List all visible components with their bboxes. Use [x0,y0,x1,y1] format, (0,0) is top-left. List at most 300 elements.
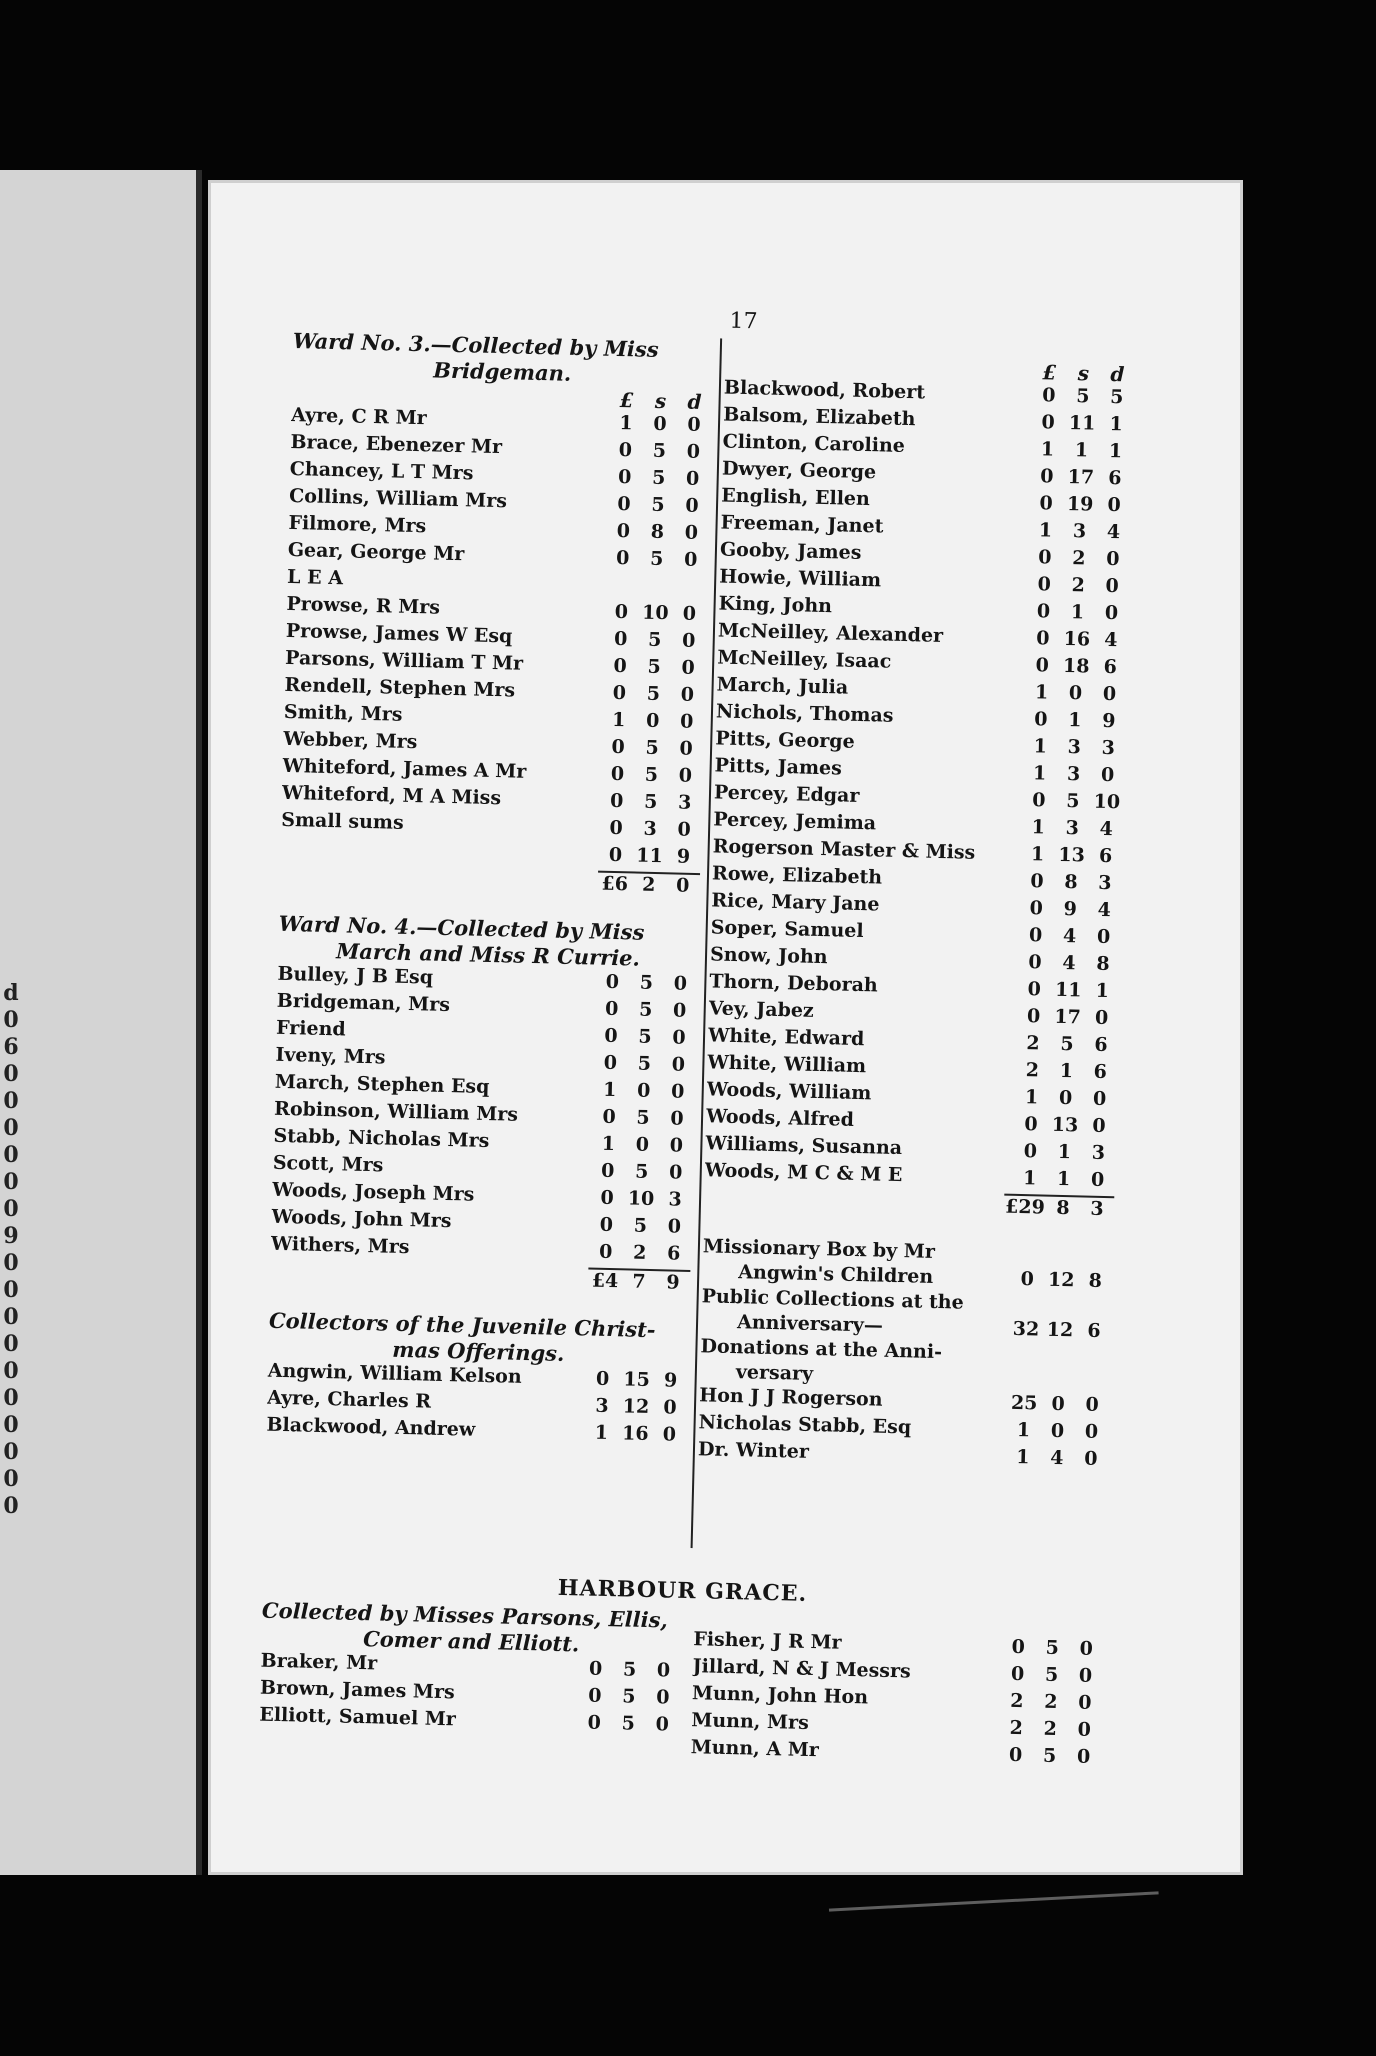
entry-pounds: 0 [595,1367,610,1391]
harbour-left-list [259,1650,681,1741]
shilling-header: s [1077,361,1090,386]
total-pence: 0 [675,874,690,897]
entry-pounds: 0 [1011,1635,1026,1659]
entry-name: Howie, William [719,565,882,592]
entry-shillings: 5 [1066,790,1080,813]
entry-pence: 1 [1108,439,1123,463]
entry-shillings: 5 [633,1214,648,1237]
entry-name: Bridgeman, Mrs [276,989,451,1017]
entry-pence: 0 [683,548,698,571]
entry-shillings: 1 [1059,1059,1074,1083]
missionary-line-1: Missionary Box by Mr [702,1235,936,1263]
entry-shillings: 0 [1050,1419,1065,1443]
juvenile-list [266,1360,688,1451]
entry-name: Parsons, William T Mr [284,646,524,675]
shilling-header: s [654,388,667,414]
entry-pence: 0 [1084,1420,1099,1443]
entry-name: Balsom, Elizabeth [723,403,916,431]
harbour-left [259,1598,682,1741]
entry-shillings: 2 [1044,1690,1058,1714]
entry-shillings: 17 [1054,1005,1082,1029]
entry-pence: 0 [1105,547,1120,571]
entry-pence: 9 [676,845,691,868]
left-page-digit: 0 [3,1277,19,1303]
left-page-digit: d [3,980,19,1006]
entry-pence: 4 [1097,898,1112,922]
entry-shillings: 5 [634,1160,649,1183]
entry-pounds: 0 [613,654,627,678]
left-page-digit-column [0,980,22,1520]
entry-pounds: 2 [1025,1059,1040,1082]
entry-pence: 4 [1099,817,1114,841]
entry-shillings: 10 [641,601,669,625]
entry-name: Rice, Mary Jane [711,889,880,916]
entry-pence: 0 [672,1026,686,1049]
public-pounds: 32 [1012,1317,1040,1341]
entry-shillings: 0 [636,1079,651,1102]
entry-pence: 0 [679,710,694,733]
entry-pounds: 1 [619,411,633,435]
entry-pence: 0 [1078,1664,1093,1687]
entry-pence: 3 [1091,1141,1106,1165]
entry-pounds: 0 [1008,1743,1023,1767]
entry-name: Small sums [280,808,404,834]
entry-shillings: 2 [1071,574,1086,597]
entry-pounds: 0 [605,970,620,994]
entry-shillings: 5 [649,547,664,571]
entry-shillings: 0 [635,1133,650,1156]
entry-pounds: 0 [616,519,631,543]
entry-pounds: 0 [602,1105,616,1129]
entry-shillings: 5 [1042,1744,1057,1768]
entry-name: Percey, Jemima [713,808,877,835]
entry-shillings: 15 [623,1368,651,1392]
public-pence: 6 [1087,1319,1101,1343]
entry-name: Woods, Joseph Mrs [271,1178,475,1206]
entry-pence: 0 [1096,925,1111,949]
entry-name: Collins, William Mrs [288,484,508,513]
entry-pence: 0 [656,1659,671,1682]
entry-shillings: 5 [621,1712,636,1735]
entry-pence: 3 [677,791,692,814]
entry-pounds: 1 [602,1078,617,1102]
entry-shillings: 5 [647,655,661,679]
entry-name: Munn, John Hon [691,1682,869,1709]
entry-name: Brace, Ebenezer Mr [290,430,503,459]
ward3-title-2: Bridgeman. [433,357,572,386]
entry-shillings: 5 [639,971,654,994]
entry-shillings: 13 [1058,843,1086,867]
entry-shillings: 1 [1074,439,1089,462]
entry-pounds: 0 [604,1024,618,1048]
entry-pence: 0 [680,683,695,706]
entry-pounds: 0 [600,1159,615,1183]
entry-name: Prowse, R Mrs [286,592,441,619]
pence-header: d [1110,361,1125,387]
entry-name: Ayre, Charles R [266,1386,432,1413]
entry-pence: 8 [1096,952,1110,976]
left-column [266,328,713,1451]
entry-pounds: 0 [1041,384,1056,407]
entry-shillings: 16 [621,1422,649,1445]
total-pounds: £6 [601,872,629,896]
entry-pence: 0 [1092,1087,1107,1111]
entry-pence: 0 [685,494,699,517]
entry-shillings: 5 [638,998,653,1021]
entry-pounds: 0 [604,997,619,1021]
entry-shillings: 1 [1068,709,1082,732]
entry-pounds: 0 [1039,465,1054,488]
entry-pence: 1 [1109,412,1124,436]
total-shillings: 7 [632,1270,646,1293]
pound-header: £ [619,387,634,413]
entry-pence: 0 [677,818,692,841]
entry-name: Smith, Mrs [283,700,403,726]
entry-name: White, William [707,1051,867,1078]
entry-pence: 0 [656,1686,670,1709]
entry-shillings: 5 [1045,1636,1060,1660]
public-line-2: Anniversary— [736,1311,884,1337]
entry-pounds: 0 [1027,978,1042,1001]
left-page-digit: 0 [3,1007,19,1033]
entry-name: Dwyer, George [721,457,877,484]
entry-pence: 0 [1077,1718,1092,1741]
entry-name: Blackwood, Andrew [266,1413,476,1441]
total-pence: 9 [666,1271,680,1294]
entry-pence: 0 [1078,1691,1092,1714]
entry-pence: 0 [1083,1447,1098,1470]
entry-shillings: 5 [637,1052,652,1075]
entry-name: Dr. Winter [697,1438,810,1463]
juvenile-title: Collectors of the Juvenile Christ- [268,1307,656,1343]
total-shillings: 2 [641,873,656,897]
entry-shillings: 1 [1056,1167,1071,1191]
entry-pounds: 1 [1031,816,1046,839]
entry-pounds: 0 [1023,1140,1038,1163]
entry-pence: 0 [655,1713,670,1736]
entry-shillings: 5 [644,763,659,787]
juvenile-title-2: mas Offerings. [391,1336,565,1366]
entry-pounds: 0 [598,1240,613,1264]
entry-pounds: 0 [617,492,631,516]
entry-shillings: 5 [638,1025,652,1048]
entry-pence: 0 [1094,1006,1109,1030]
entry-name: English, Ellen [721,484,871,511]
entry-pounds: 0 [1036,627,1050,650]
entry-pounds: 1 [1040,438,1055,461]
entry-pence: 0 [681,629,696,652]
entry-name: White, Edward [707,1024,865,1051]
entry-pence: 0 [667,1215,682,1238]
entry-name: Gooby, James [719,538,862,564]
entry-pence: 0 [1107,493,1122,517]
pencil-mark [827,1861,1158,1911]
entry-name: Woods, John Mrs [271,1205,452,1233]
total-shillings: 8 [1056,1196,1070,1220]
entry-shillings: 1 [1070,601,1085,624]
left-page-edge [0,170,202,1875]
entry-name: Percey, Edgar [713,781,860,807]
entry-pounds: 0 [1037,573,1052,596]
entry-name: L E A [286,565,344,590]
left-page-digit: 0 [3,1304,19,1330]
entry-name: Munn, Mrs [691,1709,810,1734]
entry-pounds: 0 [1032,789,1046,812]
entry-pence: 3 [668,1188,682,1211]
entry-pounds: 0 [1024,1113,1038,1136]
left-page-digit: 0 [3,1385,19,1411]
entry-shillings: 5 [647,628,662,652]
entry-pounds: 0 [1034,708,1048,731]
entry-pence: 6 [1103,655,1118,679]
entry-shillings: 0 [653,412,667,436]
entry-shillings: 5 [622,1658,637,1681]
entry-name: Chancey, L T Mrs [289,457,474,485]
entry-pence: 1 [1095,979,1110,1003]
entry-pounds: 0 [618,438,633,462]
entry-name: Woods, Alfred [705,1105,855,1131]
entry-pence: 0 [671,1053,686,1076]
entry-pounds: 0 [608,843,623,867]
entry-pounds: 1 [1030,843,1045,866]
entry-name [280,853,598,861]
entry-pounds: 0 [1035,654,1050,677]
entry-name: Braker, Mr [260,1649,378,1675]
ward3-list [280,404,711,873]
entry-pounds: 3 [595,1394,609,1418]
entry-pounds: 1 [1033,735,1048,758]
entry-shillings: 11 [1054,978,1082,1002]
left-page-digit: 0 [3,1088,19,1114]
entry-pounds: 0 [615,546,630,570]
entry-name: Vey, Jabez [708,997,815,1022]
entry-pounds: 0 [599,1213,614,1237]
left-page-digit: 0 [3,1493,19,1519]
entry-name: Pitts, James [714,754,843,780]
entry-pence: 0 [687,413,701,436]
entry-pounds: 0 [588,1684,602,1707]
entry-pounds: 1 [1034,681,1049,704]
left-page-digit: 0 [3,1331,19,1357]
entry-pounds: 0 [1029,897,1044,920]
entry-shillings: 8 [650,520,665,544]
entry-shillings: 4 [1062,951,1076,975]
harbour-collectors-title: Collected by Misses Parsons, Ellis, [261,1597,669,1633]
entry-name: March, Stephen Esq [274,1070,490,1099]
left-page-digit: 0 [3,1115,19,1141]
entry-name: Woods, M C & M E [704,1159,903,1187]
left-page-digit: 0 [3,1358,19,1384]
entry-name: Nicholas Stabb, Esq [698,1411,912,1439]
left-page-digit: 0 [3,1466,19,1492]
entry-pounds: 0 [611,735,626,759]
entry-name: Soper, Samuel [710,916,864,943]
entry-shillings: 3 [1066,763,1081,786]
entry-shillings: 3 [1067,736,1082,759]
entry-pounds: 1 [1024,1086,1039,1109]
entry-shillings: 5 [646,682,661,706]
entry-pounds: 1 [1022,1167,1037,1190]
entry-shillings: 5 [643,790,658,814]
entry-pounds: 1 [611,708,626,732]
entry-shillings: 19 [1066,492,1094,516]
entry-pence [673,592,707,593]
page [208,180,1243,1875]
entry-pence: 0 [684,521,699,544]
entry-name: Webber, Mrs [282,727,418,754]
ward3-title: Ward No. 3.—Collected by Miss [292,327,659,362]
entry-pounds: 0 [600,1186,614,1210]
entry-name: Williams, Susanna [705,1132,903,1160]
entry-name: Rowe, Elizabeth [711,862,883,889]
entry-pence: 0 [1102,682,1117,706]
entry-name: Elliott, Samuel Mr [259,1703,457,1731]
entry-name: Thorn, Deborah [709,970,878,997]
entry-name: Withers, Mrs [270,1232,410,1259]
harbour-grace-heading: HARBOUR GRACE. [557,1574,808,1607]
entry-shillings: 5 [1060,1032,1074,1056]
entry-pence: 0 [1105,574,1120,598]
entry-shillings: 18 [1062,654,1090,678]
entry-pounds: 0 [1028,924,1043,947]
entry-shillings: 8 [1064,870,1078,894]
entry-name: Pitts, George [715,727,855,753]
entry-name: Rendell, Stephen Mrs [284,673,516,702]
entry-shillings: 5 [636,1106,650,1129]
entry-pounds: 0 [609,816,624,840]
donor-list [698,1384,1110,1475]
entry-pounds [605,591,639,592]
total-pounds: £29 [1004,1195,1046,1219]
entry-pence: 9 [663,1369,678,1392]
entry-pence: 0 [1079,1637,1094,1660]
pound-header: £ [1042,360,1057,385]
entry-name: Ayre, C R Mr [290,403,427,430]
entry-shillings: 3 [643,817,658,841]
entry-pence: 0 [670,1080,685,1103]
entry-name: March, Julia [716,673,849,699]
entry-shillings: 9 [1063,897,1078,921]
left-page-digit: 0 [3,1439,19,1465]
entry-shillings: 10 [627,1187,655,1211]
entry-pounds: 0 [1010,1662,1025,1686]
ward3-total [597,871,700,909]
entry-pence: 0 [669,1134,684,1157]
entry-pence: 0 [678,764,693,787]
entry-name: Gear, George Mr [287,538,465,566]
public-line-1: Public Collections at the [701,1285,965,1314]
ward4-title-2: March and Miss R Currie. [335,938,641,971]
entry-pounds: 0 [603,1051,618,1075]
entry-name: Iveny, Mrs [275,1043,386,1069]
entry-pence: 0 [662,1423,677,1446]
entry-pounds: 0 [1030,870,1044,893]
entry-pence: 0 [673,972,688,995]
entry-shillings: 0 [1051,1392,1066,1416]
entry-name: Stabb, Nicholas Mrs [273,1124,490,1153]
entry-pence: 3 [1101,736,1116,760]
page-content [259,298,1134,1768]
left-page-digit: 0 [3,1169,19,1195]
left-page-digit: 6 [3,1034,19,1060]
entry-name: Munn, A Mr [690,1736,820,1762]
entry-pence: 0 [679,737,693,760]
left-page-digit: 0 [3,1196,19,1222]
entry-pounds: 0 [1041,411,1056,434]
pence-header: d [687,389,702,414]
entry-pounds: 2 [1026,1032,1040,1055]
entry-pounds: 2 [1009,1716,1024,1740]
entry-name: Clinton, Caroline [722,430,906,457]
entry-shillings: 16 [1063,627,1091,651]
entry-pounds: 0 [1028,951,1042,974]
entry-shillings: 0 [1068,682,1083,705]
entry-pence: 0 [681,656,695,679]
ward4-total [588,1267,691,1305]
entry-pounds: 1 [1016,1419,1031,1442]
entry-shillings [639,592,673,593]
entry-name: Bulley, J B Esq [277,962,434,989]
entry-pounds: 2 [1010,1689,1024,1713]
entry-pence: 0 [682,602,697,625]
entry-pence: 6 [1107,466,1122,490]
entry-name: Nichols, Thomas [715,700,894,727]
entry-name: Woods, William [706,1078,872,1105]
total-pounds: £4 [591,1269,619,1293]
entry-name: Hon J J Rogerson [699,1384,883,1411]
entry-shillings: 12 [622,1395,650,1419]
entry-shillings: 11 [1068,411,1096,435]
right-column [698,353,1135,1476]
entry-name: Brown, James Mrs [259,1676,455,1704]
harbour-right [690,1628,1103,1773]
entry-pounds: 0 [613,627,628,651]
harbour-right-list [690,1628,1103,1773]
entry-shillings: 2 [632,1241,647,1264]
entry-shillings: 11 [635,844,663,868]
entry-pence: 10 [1093,790,1121,814]
entry-pounds: 1 [594,1421,609,1445]
entry-shillings: 5 [652,439,667,463]
entry-name: Prowse, James W Esq [285,619,513,648]
entry-pounds: 0 [609,789,624,813]
entry-pounds: 25 [1010,1391,1038,1415]
entry-name: Whiteford, M A Miss [281,781,502,810]
entry-name: Filmore, Mrs [288,511,427,538]
entry-pounds: 1 [1016,1445,1030,1469]
missionary-pence: 8 [1088,1269,1103,1293]
entry-name: Snow, John [709,943,828,969]
entry-pence: 0 [1104,601,1119,625]
entry-shillings: 2 [1071,547,1086,570]
entry-shillings: 3 [1065,817,1080,840]
entry-pence: 0 [663,1396,677,1419]
entry-name: McNeilley, Alexander [717,619,944,647]
entry-pence: 9 [1102,709,1116,733]
entry-shillings: 3 [1072,520,1087,543]
entry-shillings: 2 [1043,1717,1058,1741]
entry-pence: 0 [668,1161,683,1184]
donations-line-2: versary [735,1361,814,1385]
entry-pence: 3 [1098,871,1112,895]
left-page-digit: 9 [3,1223,19,1249]
entry-pence: 0 [686,440,701,463]
entry-pounds: 0 [587,1711,602,1734]
right-list [704,377,1134,1197]
entry-pence: 0 [1085,1393,1100,1416]
entry-shillings: 5 [651,466,666,490]
entry-pence: 0 [1090,1168,1105,1192]
